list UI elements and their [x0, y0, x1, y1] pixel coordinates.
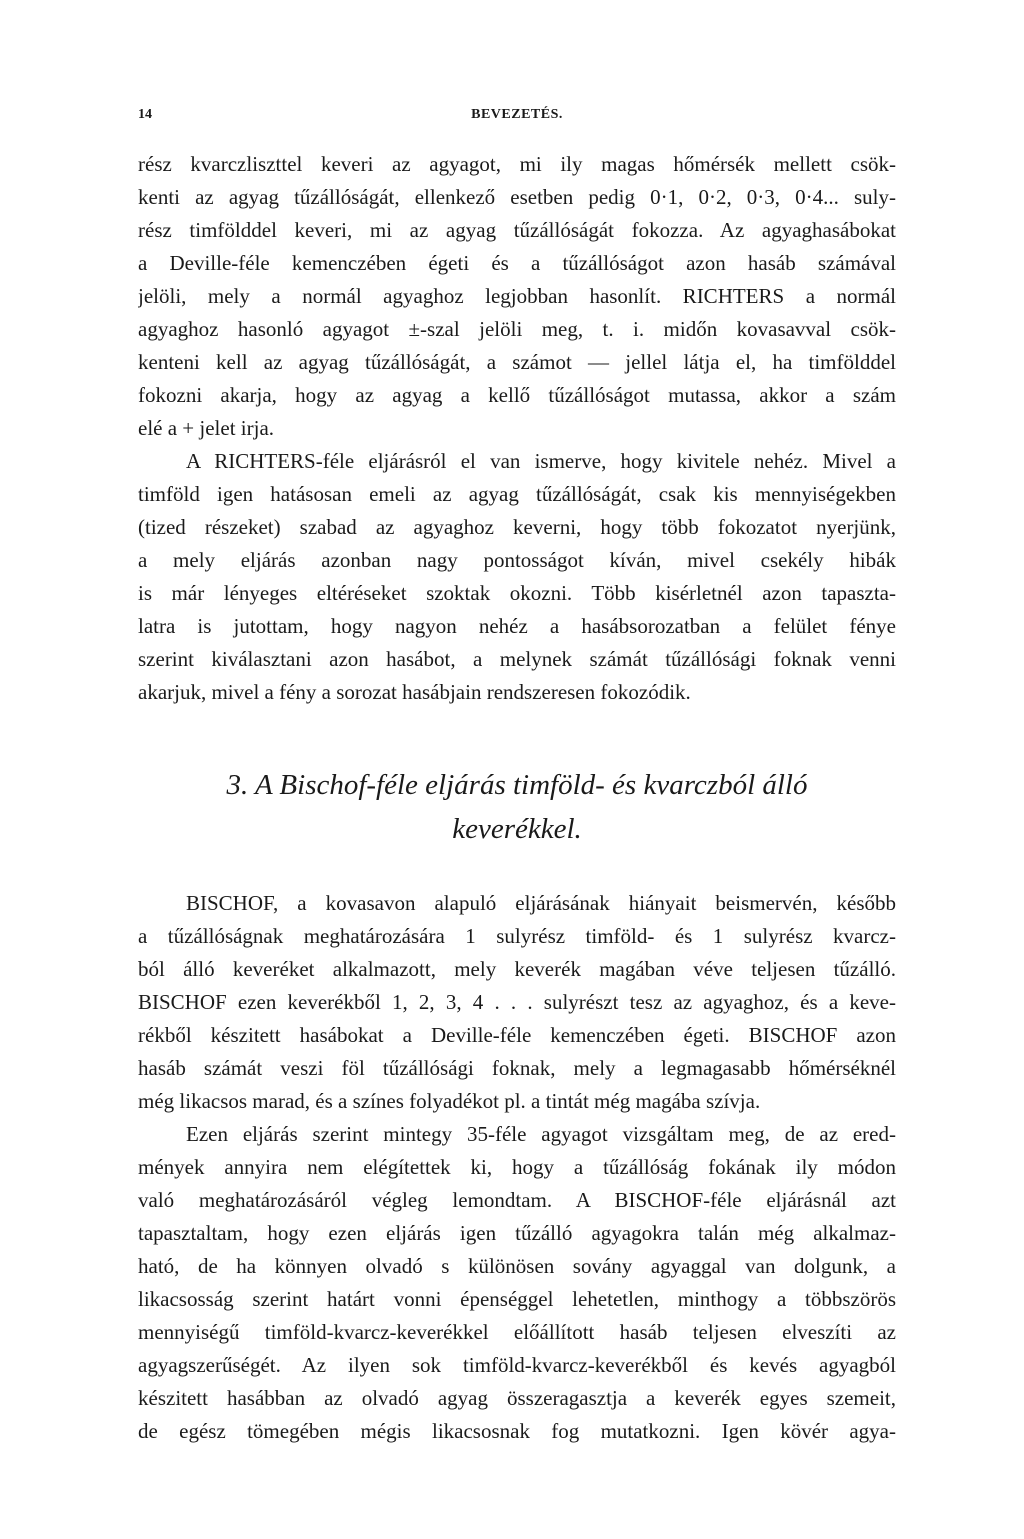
text-line: agyaghoz hasonló agyagot ±-szal jelöli meg, t. i. midőn kovasavval csök-: [138, 317, 896, 341]
text-line: Ezen eljárás szerint mintegy 35-féle agyagot vizsgáltam meg, de az ered-: [186, 1122, 896, 1146]
text-line: készitett hasábban az olvadó agyag összeragasztja a keverék egyes szemeit,: [138, 1386, 896, 1410]
text-line: akarjuk, mivel a fény a sorozat hasábjain rendszeresen fokozódik.: [138, 680, 691, 704]
text-line: de egész tömegében mégis likacsosnak fog mutatkozni. Igen kövér agya-: [138, 1419, 896, 1443]
text-line: elé a + jelet irja.: [138, 416, 275, 440]
text-line: agyagszerűségét. Az ilyen sok timföld-kvarcz-keverékből és kevés agyagból: [138, 1353, 896, 1377]
text-line: ból álló keveréket alkalmazott, mely keverék magában véve teljesen tűzálló.: [138, 957, 896, 981]
paragraph-1: [138, 148, 896, 445]
running-head: BEVEZETÉS.: [471, 107, 563, 122]
section-title-line: keverékkel.: [452, 813, 582, 845]
text-line: is már lényeges eltéréseket szoktak okozni. Több kisérletnél azon tapaszta-: [138, 581, 896, 605]
text-line: mennyiségű timföld-kvarcz-keverékkel előállított hasáb teljesen elveszíti az: [138, 1320, 896, 1344]
text-line: mények annyira nem elégítettek ki, hogy a tűzállóság fokának ily módon: [138, 1155, 896, 1179]
page-number: 14: [138, 107, 152, 122]
text-line: még likacsos marad, és a színes folyadékot pl. a tintát még magába szívja.: [138, 1089, 761, 1113]
text-line: rékből készitett hasábokat a Deville-féle kemenczében égeti. BISCHOF azon: [138, 1023, 896, 1047]
text-line: latra is jutottam, hogy nagyon nehéz a hasábsorozatban a felület fénye: [138, 614, 896, 638]
text-line: timföld igen hatásosan emeli az agyag tűzállóságát, csak kis mennyiségekben: [138, 482, 896, 506]
section-heading: [138, 763, 896, 851]
text-line: jelöli, mely a normál agyaghoz legjobban hasonlít. RICHTERS a normál: [138, 284, 896, 308]
text-line: a tűzállóságnak meghatározására 1 sulyrész timföld- és 1 sulyrész kvarcz-: [138, 924, 896, 948]
text-line: való meghatározásáról végleg lemondtam. A BISCHOF-féle eljárásnál azt: [138, 1188, 896, 1212]
page-body: [138, 148, 896, 1448]
text-line: BISCHOF ezen keverékből 1, 2, 3, 4 . . . sulyrészt tesz az agyaghoz, és a keve-: [138, 990, 896, 1014]
text-line: fokozni akarja, hogy az agyag a kellő tűzállóságot mutassa, akkor a szám: [138, 383, 896, 407]
section-title-line: 3. A Bischof-féle eljárás timföld- és kvarczból álló: [226, 769, 808, 801]
text-line: ható, de ha könnyen olvadó s különösen sovány agyaggal van dolgunk, a: [138, 1254, 896, 1278]
text-line: hasáb számát veszi föl tűzállósági foknak, mely a legmagasabb hőmérséknél: [138, 1056, 896, 1080]
paragraph-3: [138, 887, 896, 1118]
text-line: tapasztaltam, hogy ezen eljárás igen tűzálló agyagokra talán még alkalmaz-: [138, 1221, 896, 1245]
text-line: (tized részeket) szabad az agyaghoz keverni, hogy több fokozatot nyerjünk,: [138, 515, 896, 539]
text-line: a Deville-féle kemenczében égeti és a tűzállóságot azon hasáb számával: [138, 251, 896, 275]
text-line: kenti az agyag tűzállóságát, ellenkező esetben pedig 0·1, 0·2, 0·3, 0·4... suly-: [138, 185, 896, 209]
paragraph-4: [138, 1118, 896, 1448]
text-line: a mely eljárás azonban nagy pontosságot kíván, mivel csekély hibák: [138, 548, 896, 572]
text-line: rész kvarczliszttel keveri az agyagot, mi ily magas hőmérsék mellett csök-: [138, 152, 896, 176]
text-line: A RICHTERS-féle eljárásról el van ismerve, hogy kivitele nehéz. Mivel a: [186, 449, 896, 473]
paragraph-2: [138, 445, 896, 709]
text-line: szerint kiválasztani azon hasábot, a melynek számát tűzállósági foknak venni: [138, 647, 896, 671]
text-line: BISCHOF, a kovasavon alapuló eljárásának hiányait beismervén, később: [186, 891, 896, 915]
text-line: kenteni kell az agyag tűzállóságát, a számot — jellel látja el, ha timfölddel: [138, 350, 896, 374]
text-line: likacsosság szerint határt vonni épenséggel lehetetlen, minthogy a többszörös: [138, 1287, 896, 1311]
page-header: [138, 107, 896, 131]
text-line: rész timfölddel keveri, mi az agyag tűzállóságát fokozza. Az agyaghasábokat: [138, 218, 896, 242]
